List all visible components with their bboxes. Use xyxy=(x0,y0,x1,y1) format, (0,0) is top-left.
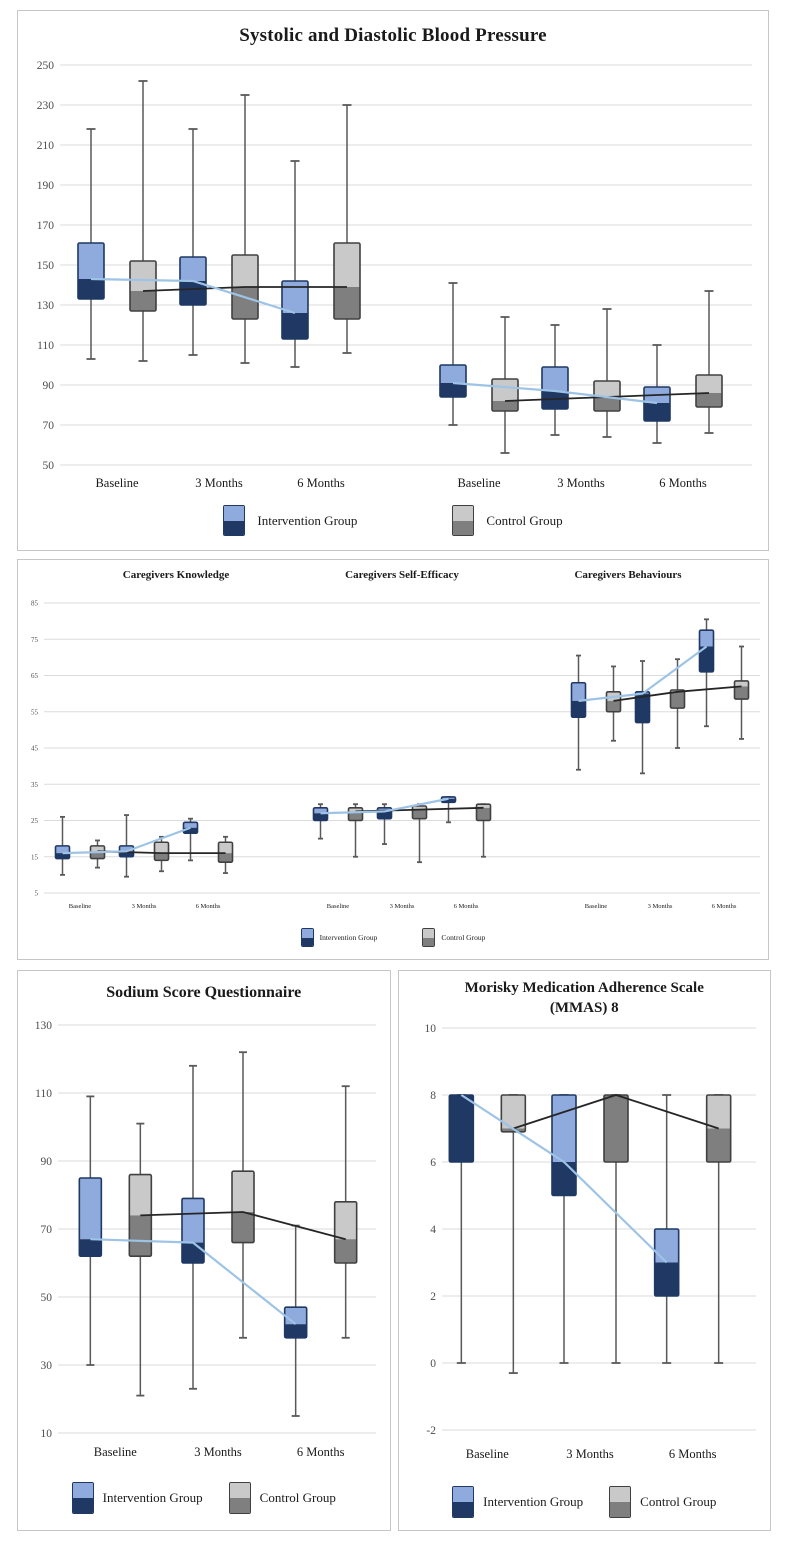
control-box-lower xyxy=(155,853,169,860)
y-tick-label: 45 xyxy=(31,744,38,753)
intervention-box-upper xyxy=(440,365,466,383)
control-box-lower xyxy=(492,401,518,411)
chart-title-caregivers-behaviours: Caregivers Behaviours xyxy=(574,569,682,581)
control-box-lower xyxy=(232,287,258,319)
legend-mmas xyxy=(399,1486,771,1518)
x-category-label: Baseline xyxy=(584,903,608,910)
control-box-upper xyxy=(155,842,169,853)
control-box-lower xyxy=(413,810,427,819)
legend-label-intervention: Intervention Group xyxy=(257,512,358,528)
legend-item-intervention xyxy=(72,1482,203,1514)
y-tick-label: 90 xyxy=(40,1155,52,1168)
y-tick-label: 35 xyxy=(31,780,38,789)
intervention-box-upper xyxy=(282,281,308,313)
x-category-label: 3 Months xyxy=(195,476,243,490)
legend-label-intervention: Intervention Group xyxy=(483,1494,584,1509)
control-box-upper xyxy=(130,261,156,291)
x-category-label: 3 Months xyxy=(647,903,673,910)
control-swatch-icon xyxy=(452,505,474,536)
chart-title-caregivers-knowledge: Caregivers Knowledge xyxy=(122,569,230,581)
control-box-lower xyxy=(607,701,621,712)
control-box-lower xyxy=(707,1129,731,1163)
intervention-box-lower xyxy=(450,1095,474,1162)
control-box-upper xyxy=(129,1174,151,1215)
x-category-label: 6 Months xyxy=(453,903,479,910)
x-category-label: 6 Months xyxy=(297,476,345,490)
intervention-box-upper xyxy=(552,1095,576,1162)
control-box-upper xyxy=(696,375,722,393)
y-tick-label: 50 xyxy=(42,460,54,473)
legend-item-control xyxy=(452,505,562,536)
intervention-box-lower xyxy=(79,1239,101,1256)
x-category-label: 3 Months xyxy=(131,903,157,910)
control-swatch-icon xyxy=(609,1486,631,1518)
x-category-label: 6 Months xyxy=(669,1447,717,1461)
y-tick-label: 150 xyxy=(36,260,54,273)
intervention-box-upper xyxy=(184,822,198,827)
control-box-lower xyxy=(696,393,722,407)
y-tick-label: 110 xyxy=(34,1087,52,1100)
y-tick-label: 210 xyxy=(36,140,54,153)
control-box-upper xyxy=(707,1095,731,1129)
bottom-panels-row xyxy=(17,970,771,1531)
y-tick-label: 85 xyxy=(31,599,38,608)
legend-label-intervention: Intervention Group xyxy=(102,1489,203,1505)
legend-item-control xyxy=(422,928,485,947)
x-category-label: Baseline xyxy=(93,1444,137,1459)
intervention-box-lower xyxy=(552,1162,576,1196)
control-box-upper xyxy=(232,1171,254,1212)
y-tick-label: 2 xyxy=(430,1291,437,1304)
x-category-label: 6 Months xyxy=(659,476,707,490)
control-box-lower xyxy=(219,853,233,862)
boxplot-caregivers xyxy=(18,592,768,924)
x-category-label: Baseline xyxy=(326,903,350,910)
y-tick-label: 70 xyxy=(42,420,54,433)
intervention-box-lower xyxy=(282,313,308,339)
control-box-lower xyxy=(735,686,749,699)
intervention-box-upper xyxy=(182,1198,204,1242)
legend-label-intervention: Intervention Group xyxy=(319,933,378,942)
y-tick-label: 10 xyxy=(40,1427,52,1440)
legend-blood-pressure xyxy=(18,505,768,536)
legend-sodium xyxy=(18,1482,390,1514)
legend-label-control: Control Group xyxy=(441,933,486,942)
y-tick-label: 50 xyxy=(40,1291,52,1304)
y-tick-label: 30 xyxy=(40,1359,52,1372)
y-tick-label: 130 xyxy=(36,300,54,313)
control-box-upper xyxy=(219,842,233,853)
intervention-box-lower xyxy=(644,403,670,421)
control-box-lower xyxy=(334,1239,356,1263)
intervention-swatch-icon xyxy=(223,505,245,536)
y-tick-label: 0 xyxy=(430,1358,437,1371)
legend-item-control xyxy=(229,1482,336,1514)
intervention-box-lower xyxy=(182,1242,204,1262)
chart-title-mmas: Morisky Medication Adherence Scale (MMAS) 8 xyxy=(464,980,704,1016)
y-tick-label: 170 xyxy=(36,220,54,233)
chart-title-caregivers-self-efficacy: Caregivers Self-Efficacy xyxy=(345,569,459,581)
y-tick-label: 230 xyxy=(36,100,54,113)
y-tick-label: 110 xyxy=(37,340,54,353)
intervention-box-upper xyxy=(572,683,586,701)
y-tick-label: 130 xyxy=(34,1019,52,1032)
intervention-box-lower xyxy=(655,1263,679,1297)
y-tick-label: 4 xyxy=(430,1224,437,1237)
control-box-lower xyxy=(334,287,360,319)
intervention-box-lower xyxy=(572,701,586,717)
y-tick-label: 6 xyxy=(430,1157,437,1170)
intervention-box-lower xyxy=(314,813,328,820)
intervention-box-lower xyxy=(78,279,104,299)
control-box-upper xyxy=(735,681,749,686)
x-category-label: 3 Months xyxy=(566,1447,615,1461)
legend-item-intervention xyxy=(452,1486,583,1518)
control-box-lower xyxy=(130,291,156,311)
x-category-label: 3 Months xyxy=(193,1444,242,1459)
control-box-upper xyxy=(91,846,105,851)
legend-item-control xyxy=(609,1486,716,1518)
x-category-label: 3 Months xyxy=(389,903,415,910)
intervention-box-upper xyxy=(655,1229,679,1263)
y-tick-label: 250 xyxy=(36,60,54,73)
control-box-lower xyxy=(671,692,685,708)
panel-caregivers xyxy=(17,559,769,960)
legend-item-intervention xyxy=(223,505,357,536)
y-tick-label: 55 xyxy=(31,708,38,717)
y-tick-label: 90 xyxy=(42,380,54,393)
legend-caregivers xyxy=(18,928,768,947)
control-box-upper xyxy=(492,379,518,401)
y-tick-label: -2 xyxy=(426,1425,437,1438)
y-tick-label: 25 xyxy=(31,817,38,826)
control-box-lower xyxy=(129,1215,151,1256)
chart-title-blood-pressure: Systolic and Diastolic Blood Pressure xyxy=(239,25,547,46)
boxplot-sodium xyxy=(20,1014,388,1476)
intervention-box-lower xyxy=(284,1324,306,1338)
panel-sodium-score xyxy=(17,970,391,1531)
intervention-swatch-icon xyxy=(301,928,314,947)
x-category-label: 6 Months xyxy=(296,1444,345,1459)
x-category-label: Baseline xyxy=(466,1447,510,1461)
intervention-box-upper xyxy=(700,630,714,646)
boxplot-mmas xyxy=(400,1018,768,1480)
x-category-label: 3 Months xyxy=(557,476,605,490)
x-category-label: Baseline xyxy=(457,476,501,490)
intervention-box-lower xyxy=(440,383,466,397)
control-box-lower xyxy=(604,1095,628,1162)
x-category-label: 6 Months xyxy=(195,903,221,910)
y-tick-label: 65 xyxy=(31,672,38,681)
intervention-box-upper xyxy=(180,257,206,281)
control-box-upper xyxy=(232,255,258,287)
x-category-label: Baseline xyxy=(68,903,92,910)
chart-title-sodium: Sodium Score Questionnaire xyxy=(106,984,302,1001)
intervention-box-upper xyxy=(284,1307,306,1324)
y-tick-label: 70 xyxy=(40,1223,52,1236)
intervention-box-upper xyxy=(79,1178,101,1239)
intervention-swatch-icon xyxy=(72,1482,94,1514)
panel-blood-pressure xyxy=(17,10,769,551)
control-box-upper xyxy=(334,243,360,287)
intervention-swatch-icon xyxy=(452,1486,474,1518)
control-box-upper xyxy=(594,381,620,397)
y-tick-label: 190 xyxy=(36,180,54,193)
x-category-label: 6 Months xyxy=(711,903,737,910)
intervention-box-upper xyxy=(542,367,568,391)
control-swatch-icon xyxy=(422,928,435,947)
legend-label-control: Control Group xyxy=(259,1489,336,1505)
legend-item-intervention xyxy=(301,928,378,947)
y-tick-label: 5 xyxy=(34,889,38,898)
y-tick-label: 15 xyxy=(31,853,38,862)
legend-label-control: Control Group xyxy=(486,512,563,528)
control-box-lower xyxy=(232,1212,254,1243)
y-tick-label: 8 xyxy=(430,1090,437,1103)
boxplot-blood-pressure xyxy=(18,51,768,499)
y-tick-label: 75 xyxy=(31,635,38,644)
panel-mmas xyxy=(398,970,772,1531)
x-category-label: Baseline xyxy=(95,476,139,490)
control-swatch-icon xyxy=(229,1482,251,1514)
intervention-box-upper xyxy=(78,243,104,279)
legend-label-control: Control Group xyxy=(640,1494,717,1509)
y-tick-label: 10 xyxy=(424,1023,437,1036)
control-box-lower xyxy=(477,808,491,821)
control-box-upper xyxy=(334,1202,356,1239)
